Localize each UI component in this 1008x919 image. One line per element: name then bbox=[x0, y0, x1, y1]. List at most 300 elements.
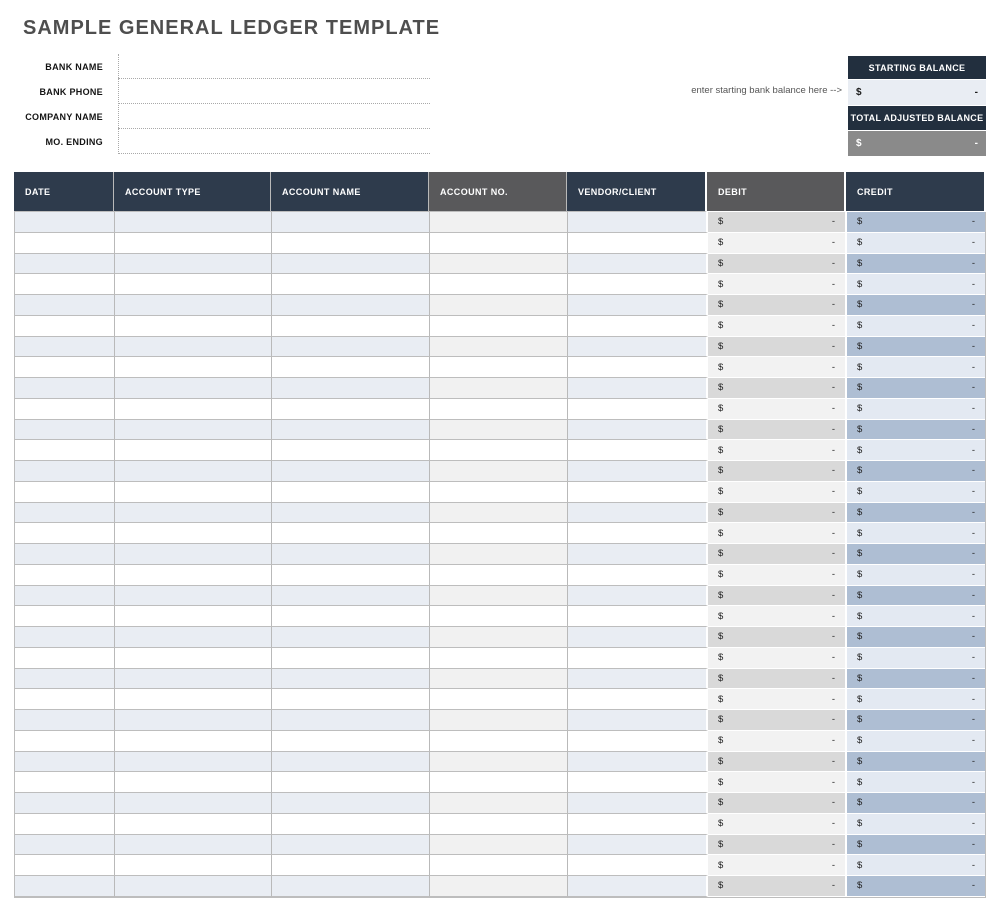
name-cell[interactable] bbox=[272, 274, 430, 295]
credit-cell[interactable] bbox=[847, 254, 985, 275]
date-cell[interactable] bbox=[15, 233, 115, 254]
debit-cell[interactable] bbox=[708, 254, 847, 275]
no-cell[interactable] bbox=[430, 648, 568, 669]
vendor-cell[interactable] bbox=[568, 606, 708, 627]
name-cell[interactable] bbox=[272, 752, 430, 773]
credit-cell[interactable] bbox=[847, 752, 985, 773]
type-cell[interactable] bbox=[115, 731, 272, 752]
name-cell[interactable] bbox=[272, 295, 430, 316]
type-cell[interactable] bbox=[115, 710, 272, 731]
debit-cell[interactable] bbox=[708, 461, 847, 482]
debit-cell[interactable] bbox=[708, 378, 847, 399]
date-cell[interactable] bbox=[15, 420, 115, 441]
credit-cell[interactable] bbox=[847, 357, 985, 378]
credit-cell[interactable] bbox=[847, 586, 985, 607]
no-cell[interactable] bbox=[430, 565, 568, 586]
vendor-cell[interactable] bbox=[568, 482, 708, 503]
date-cell[interactable] bbox=[15, 461, 115, 482]
debit-cell[interactable] bbox=[708, 731, 847, 752]
debit-cell[interactable] bbox=[708, 337, 847, 358]
type-cell[interactable] bbox=[115, 835, 272, 856]
vendor-cell[interactable] bbox=[568, 399, 708, 420]
debit-cell[interactable] bbox=[708, 793, 847, 814]
vendor-cell[interactable] bbox=[568, 544, 708, 565]
date-cell[interactable] bbox=[15, 606, 115, 627]
vendor-cell[interactable] bbox=[568, 254, 708, 275]
credit-cell[interactable] bbox=[847, 565, 985, 586]
table-row bbox=[15, 316, 985, 337]
debit-cell[interactable] bbox=[708, 586, 847, 607]
type-cell[interactable] bbox=[115, 254, 272, 275]
date-cell[interactable] bbox=[15, 710, 115, 731]
amount-value: - bbox=[831, 818, 835, 830]
debit-cell[interactable] bbox=[708, 544, 847, 565]
type-cell[interactable] bbox=[115, 482, 272, 503]
date-cell[interactable] bbox=[15, 648, 115, 669]
name-cell[interactable] bbox=[272, 378, 430, 399]
debit-cell[interactable] bbox=[708, 233, 847, 254]
date-cell[interactable] bbox=[15, 752, 115, 773]
vendor-cell[interactable] bbox=[568, 752, 708, 773]
no-cell[interactable] bbox=[430, 793, 568, 814]
no-cell[interactable] bbox=[430, 772, 568, 793]
name-cell[interactable] bbox=[272, 233, 430, 254]
name-cell[interactable] bbox=[272, 731, 430, 752]
credit-cell[interactable] bbox=[847, 503, 985, 524]
table-body bbox=[14, 212, 986, 898]
amount-value: - bbox=[971, 569, 975, 581]
table-row bbox=[15, 731, 985, 752]
vendor-cell[interactable] bbox=[568, 565, 708, 586]
debit-cell[interactable] bbox=[708, 855, 847, 876]
vendor-cell[interactable] bbox=[568, 627, 708, 648]
no-cell[interactable] bbox=[430, 731, 568, 752]
vendor-cell[interactable] bbox=[568, 772, 708, 793]
vendor-cell[interactable] bbox=[568, 793, 708, 814]
credit-cell[interactable] bbox=[847, 212, 985, 233]
currency-symbol: $ bbox=[857, 444, 863, 456]
credit-cell[interactable] bbox=[847, 523, 985, 544]
type-cell[interactable] bbox=[115, 274, 272, 295]
vendor-cell[interactable] bbox=[568, 316, 708, 337]
table-row bbox=[15, 503, 985, 524]
currency-symbol: $ bbox=[718, 278, 724, 290]
type-cell[interactable] bbox=[115, 814, 272, 835]
type-cell[interactable] bbox=[115, 586, 272, 607]
currency-symbol: $ bbox=[857, 216, 863, 228]
name-cell[interactable] bbox=[272, 337, 430, 358]
type-cell[interactable] bbox=[115, 689, 272, 710]
no-cell[interactable] bbox=[430, 814, 568, 835]
name-cell[interactable] bbox=[272, 669, 430, 690]
vendor-cell[interactable] bbox=[568, 814, 708, 835]
no-cell[interactable] bbox=[430, 855, 568, 876]
bank-name-field-wrap bbox=[118, 54, 430, 79]
vendor-cell[interactable] bbox=[568, 233, 708, 254]
debit-cell[interactable] bbox=[708, 772, 847, 793]
credit-cell[interactable] bbox=[847, 835, 985, 856]
currency-symbol: $ bbox=[857, 527, 863, 539]
date-cell[interactable] bbox=[15, 669, 115, 690]
no-cell[interactable] bbox=[430, 440, 568, 461]
table-row bbox=[15, 482, 985, 503]
type-cell[interactable] bbox=[115, 544, 272, 565]
credit-cell[interactable] bbox=[847, 440, 985, 461]
debit-cell[interactable] bbox=[708, 316, 847, 337]
currency-symbol: $ bbox=[718, 423, 724, 435]
amount-value: - bbox=[831, 361, 835, 373]
name-cell[interactable] bbox=[272, 606, 430, 627]
vendor-cell[interactable] bbox=[568, 710, 708, 731]
debit-cell[interactable] bbox=[708, 835, 847, 856]
amount-value: - bbox=[971, 859, 975, 871]
date-cell[interactable] bbox=[15, 876, 115, 897]
credit-cell[interactable] bbox=[847, 378, 985, 399]
type-cell[interactable] bbox=[115, 606, 272, 627]
debit-cell[interactable] bbox=[708, 420, 847, 441]
credit-cell[interactable] bbox=[847, 482, 985, 503]
name-cell[interactable] bbox=[272, 212, 430, 233]
table-row bbox=[15, 814, 985, 835]
name-cell[interactable] bbox=[272, 772, 430, 793]
type-cell[interactable] bbox=[115, 648, 272, 669]
name-cell[interactable] bbox=[272, 648, 430, 669]
no-cell[interactable] bbox=[430, 627, 568, 648]
name-cell[interactable] bbox=[272, 357, 430, 378]
name-cell[interactable] bbox=[272, 420, 430, 441]
date-cell[interactable] bbox=[15, 357, 115, 378]
vendor-cell[interactable] bbox=[568, 503, 708, 524]
vendor-cell[interactable] bbox=[568, 274, 708, 295]
no-cell[interactable] bbox=[430, 399, 568, 420]
amount-value: - bbox=[971, 693, 975, 705]
currency-symbol: $ bbox=[857, 859, 863, 871]
type-cell[interactable] bbox=[115, 876, 272, 897]
debit-cell[interactable] bbox=[708, 503, 847, 524]
date-cell[interactable] bbox=[15, 378, 115, 399]
date-cell[interactable] bbox=[15, 274, 115, 295]
table-row bbox=[15, 337, 985, 358]
credit-cell[interactable] bbox=[847, 793, 985, 814]
currency-symbol: $ bbox=[857, 423, 863, 435]
credit-cell[interactable] bbox=[847, 669, 985, 690]
no-cell[interactable] bbox=[430, 357, 568, 378]
debit-cell[interactable] bbox=[708, 440, 847, 461]
amount-value: - bbox=[971, 735, 975, 747]
date-cell[interactable] bbox=[15, 835, 115, 856]
date-cell[interactable] bbox=[15, 212, 115, 233]
amount-value: - bbox=[971, 818, 975, 830]
no-cell[interactable] bbox=[430, 876, 568, 897]
column-header-credit: CREDIT bbox=[846, 172, 984, 212]
credit-cell[interactable] bbox=[847, 731, 985, 752]
date-cell[interactable] bbox=[15, 523, 115, 544]
table-row bbox=[15, 523, 985, 544]
name-cell[interactable] bbox=[272, 855, 430, 876]
table-row bbox=[15, 586, 985, 607]
bank-name-input[interactable] bbox=[118, 54, 430, 78]
credit-cell[interactable] bbox=[847, 710, 985, 731]
type-cell[interactable] bbox=[115, 233, 272, 254]
table-row bbox=[15, 399, 985, 420]
name-cell[interactable] bbox=[272, 316, 430, 337]
vendor-cell[interactable] bbox=[568, 212, 708, 233]
no-cell[interactable] bbox=[430, 523, 568, 544]
name-cell[interactable] bbox=[272, 793, 430, 814]
date-cell[interactable] bbox=[15, 254, 115, 275]
name-cell[interactable] bbox=[272, 835, 430, 856]
amount-value: - bbox=[971, 838, 975, 850]
form-row-mo-ending bbox=[14, 129, 430, 154]
name-cell[interactable] bbox=[272, 627, 430, 648]
credit-cell[interactable] bbox=[847, 855, 985, 876]
currency-symbol: $ bbox=[718, 714, 724, 726]
debit-cell[interactable] bbox=[708, 814, 847, 835]
debit-cell[interactable] bbox=[708, 482, 847, 503]
no-cell[interactable] bbox=[430, 295, 568, 316]
type-cell[interactable] bbox=[115, 212, 272, 233]
no-cell[interactable] bbox=[430, 337, 568, 358]
name-cell[interactable] bbox=[272, 440, 430, 461]
table-row bbox=[15, 254, 985, 275]
vendor-cell[interactable] bbox=[568, 835, 708, 856]
name-cell[interactable] bbox=[272, 586, 430, 607]
vendor-cell[interactable] bbox=[568, 523, 708, 544]
no-cell[interactable] bbox=[430, 835, 568, 856]
credit-cell[interactable] bbox=[847, 274, 985, 295]
table-row bbox=[15, 772, 985, 793]
amount-value: - bbox=[831, 693, 835, 705]
debit-cell[interactable] bbox=[708, 399, 847, 420]
name-cell[interactable] bbox=[272, 814, 430, 835]
type-cell[interactable] bbox=[115, 772, 272, 793]
credit-cell[interactable] bbox=[847, 648, 985, 669]
type-cell[interactable] bbox=[115, 855, 272, 876]
table-row bbox=[15, 669, 985, 690]
debit-cell[interactable] bbox=[708, 876, 847, 897]
credit-cell[interactable] bbox=[847, 337, 985, 358]
credit-cell[interactable] bbox=[847, 295, 985, 316]
credit-cell[interactable] bbox=[847, 461, 985, 482]
name-cell[interactable] bbox=[272, 565, 430, 586]
table-row bbox=[15, 440, 985, 461]
date-cell[interactable] bbox=[15, 565, 115, 586]
debit-cell[interactable] bbox=[708, 648, 847, 669]
date-cell[interactable] bbox=[15, 295, 115, 316]
amount-value: - bbox=[971, 797, 975, 809]
no-cell[interactable] bbox=[430, 544, 568, 565]
date-cell[interactable] bbox=[15, 544, 115, 565]
vendor-cell[interactable] bbox=[568, 586, 708, 607]
debit-cell[interactable] bbox=[708, 565, 847, 586]
amount-value: - bbox=[971, 299, 975, 311]
date-cell[interactable] bbox=[15, 482, 115, 503]
currency-symbol: $ bbox=[718, 569, 724, 581]
type-cell[interactable] bbox=[115, 295, 272, 316]
debit-cell[interactable] bbox=[708, 606, 847, 627]
amount-value: - bbox=[831, 735, 835, 747]
debit-cell[interactable] bbox=[708, 523, 847, 544]
name-cell[interactable] bbox=[272, 689, 430, 710]
credit-cell[interactable] bbox=[847, 544, 985, 565]
debit-cell[interactable] bbox=[708, 669, 847, 690]
type-cell[interactable] bbox=[115, 461, 272, 482]
no-cell[interactable] bbox=[430, 503, 568, 524]
vendor-cell[interactable] bbox=[568, 337, 708, 358]
name-cell[interactable] bbox=[272, 461, 430, 482]
currency-symbol: $ bbox=[718, 589, 724, 601]
no-cell[interactable] bbox=[430, 316, 568, 337]
amount-value: - bbox=[831, 797, 835, 809]
no-cell[interactable] bbox=[430, 212, 568, 233]
credit-cell[interactable] bbox=[847, 772, 985, 793]
credit-cell[interactable] bbox=[847, 876, 985, 897]
debit-cell[interactable] bbox=[708, 295, 847, 316]
type-cell[interactable] bbox=[115, 316, 272, 337]
bank-phone-field-wrap bbox=[118, 79, 430, 104]
currency-symbol: $ bbox=[857, 320, 863, 332]
table-row bbox=[15, 855, 985, 876]
no-cell[interactable] bbox=[430, 461, 568, 482]
total-adjusted-balance-header: TOTAL ADJUSTED BALANCE bbox=[848, 106, 986, 130]
vendor-cell[interactable] bbox=[568, 440, 708, 461]
vendor-cell[interactable] bbox=[568, 689, 708, 710]
type-cell[interactable] bbox=[115, 337, 272, 358]
date-cell[interactable] bbox=[15, 855, 115, 876]
date-cell[interactable] bbox=[15, 689, 115, 710]
no-cell[interactable] bbox=[430, 482, 568, 503]
type-cell[interactable] bbox=[115, 440, 272, 461]
date-cell[interactable] bbox=[15, 627, 115, 648]
currency-symbol: $ bbox=[718, 610, 724, 622]
date-cell[interactable] bbox=[15, 586, 115, 607]
amount-value: - bbox=[831, 237, 835, 249]
vendor-cell[interactable] bbox=[568, 357, 708, 378]
currency-symbol: $ bbox=[857, 693, 863, 705]
type-cell[interactable] bbox=[115, 752, 272, 773]
date-cell[interactable] bbox=[15, 772, 115, 793]
debit-cell[interactable] bbox=[708, 212, 847, 233]
debit-cell[interactable] bbox=[708, 710, 847, 731]
table-row bbox=[15, 752, 985, 773]
no-cell[interactable] bbox=[430, 669, 568, 690]
name-cell[interactable] bbox=[272, 523, 430, 544]
amount-value: - bbox=[971, 610, 975, 622]
currency-symbol: $ bbox=[718, 257, 724, 269]
credit-cell[interactable] bbox=[847, 689, 985, 710]
mo-ending-input[interactable] bbox=[118, 129, 430, 153]
table-row bbox=[15, 212, 985, 233]
type-cell[interactable] bbox=[115, 523, 272, 544]
amount-value: - bbox=[831, 652, 835, 664]
column-header-date: DATE bbox=[14, 172, 114, 212]
type-cell[interactable] bbox=[115, 357, 272, 378]
no-cell[interactable] bbox=[430, 254, 568, 275]
type-cell[interactable] bbox=[115, 503, 272, 524]
debit-cell[interactable] bbox=[708, 752, 847, 773]
debit-cell[interactable] bbox=[708, 689, 847, 710]
table-row bbox=[15, 274, 985, 295]
name-cell[interactable] bbox=[272, 876, 430, 897]
vendor-cell[interactable] bbox=[568, 295, 708, 316]
name-cell[interactable] bbox=[272, 503, 430, 524]
no-cell[interactable] bbox=[430, 274, 568, 295]
no-cell[interactable] bbox=[430, 752, 568, 773]
type-cell[interactable] bbox=[115, 378, 272, 399]
debit-cell[interactable] bbox=[708, 627, 847, 648]
no-cell[interactable] bbox=[430, 586, 568, 607]
name-cell[interactable] bbox=[272, 399, 430, 420]
no-cell[interactable] bbox=[430, 689, 568, 710]
debit-cell[interactable] bbox=[708, 357, 847, 378]
no-cell[interactable] bbox=[430, 378, 568, 399]
vendor-cell[interactable] bbox=[568, 876, 708, 897]
vendor-cell[interactable] bbox=[568, 420, 708, 441]
name-cell[interactable] bbox=[272, 482, 430, 503]
type-cell[interactable] bbox=[115, 627, 272, 648]
name-cell[interactable] bbox=[272, 710, 430, 731]
name-cell[interactable] bbox=[272, 544, 430, 565]
type-cell[interactable] bbox=[115, 420, 272, 441]
date-cell[interactable] bbox=[15, 814, 115, 835]
debit-cell[interactable] bbox=[708, 274, 847, 295]
date-cell[interactable] bbox=[15, 503, 115, 524]
vendor-cell[interactable] bbox=[568, 378, 708, 399]
amount-value: - bbox=[831, 610, 835, 622]
credit-cell[interactable] bbox=[847, 316, 985, 337]
date-cell[interactable] bbox=[15, 731, 115, 752]
date-cell[interactable] bbox=[15, 793, 115, 814]
name-cell[interactable] bbox=[272, 254, 430, 275]
credit-cell[interactable] bbox=[847, 814, 985, 835]
date-cell[interactable] bbox=[15, 337, 115, 358]
no-cell[interactable] bbox=[430, 420, 568, 441]
vendor-cell[interactable] bbox=[568, 461, 708, 482]
no-cell[interactable] bbox=[430, 710, 568, 731]
amount-value: - bbox=[971, 755, 975, 767]
no-cell[interactable] bbox=[430, 233, 568, 254]
date-cell[interactable] bbox=[15, 440, 115, 461]
type-cell[interactable] bbox=[115, 793, 272, 814]
credit-cell[interactable] bbox=[847, 399, 985, 420]
total-adjusted-balance-cell bbox=[848, 131, 986, 156]
page-title: SAMPLE GENERAL LEDGER TEMPLATE bbox=[23, 17, 441, 39]
ledger-header-row bbox=[14, 172, 986, 212]
type-cell[interactable] bbox=[115, 565, 272, 586]
credit-cell[interactable] bbox=[847, 233, 985, 254]
date-cell[interactable] bbox=[15, 316, 115, 337]
vendor-cell[interactable] bbox=[568, 855, 708, 876]
vendor-cell[interactable] bbox=[568, 648, 708, 669]
currency-symbol: $ bbox=[718, 797, 724, 809]
currency-symbol: $ bbox=[857, 486, 863, 498]
no-cell[interactable] bbox=[430, 606, 568, 627]
vendor-cell[interactable] bbox=[568, 669, 708, 690]
currency-symbol: $ bbox=[718, 320, 724, 332]
type-cell[interactable] bbox=[115, 669, 272, 690]
bank-phone-input[interactable] bbox=[118, 79, 430, 103]
vendor-cell[interactable] bbox=[568, 731, 708, 752]
currency-symbol: $ bbox=[718, 506, 724, 518]
type-cell[interactable] bbox=[115, 399, 272, 420]
amount-value: - bbox=[971, 880, 975, 892]
company-name-input[interactable] bbox=[118, 104, 430, 128]
date-cell[interactable] bbox=[15, 399, 115, 420]
credit-cell[interactable] bbox=[847, 627, 985, 648]
starting-balance-cell[interactable] bbox=[848, 80, 986, 105]
credit-cell[interactable] bbox=[847, 606, 985, 627]
credit-cell[interactable] bbox=[847, 420, 985, 441]
